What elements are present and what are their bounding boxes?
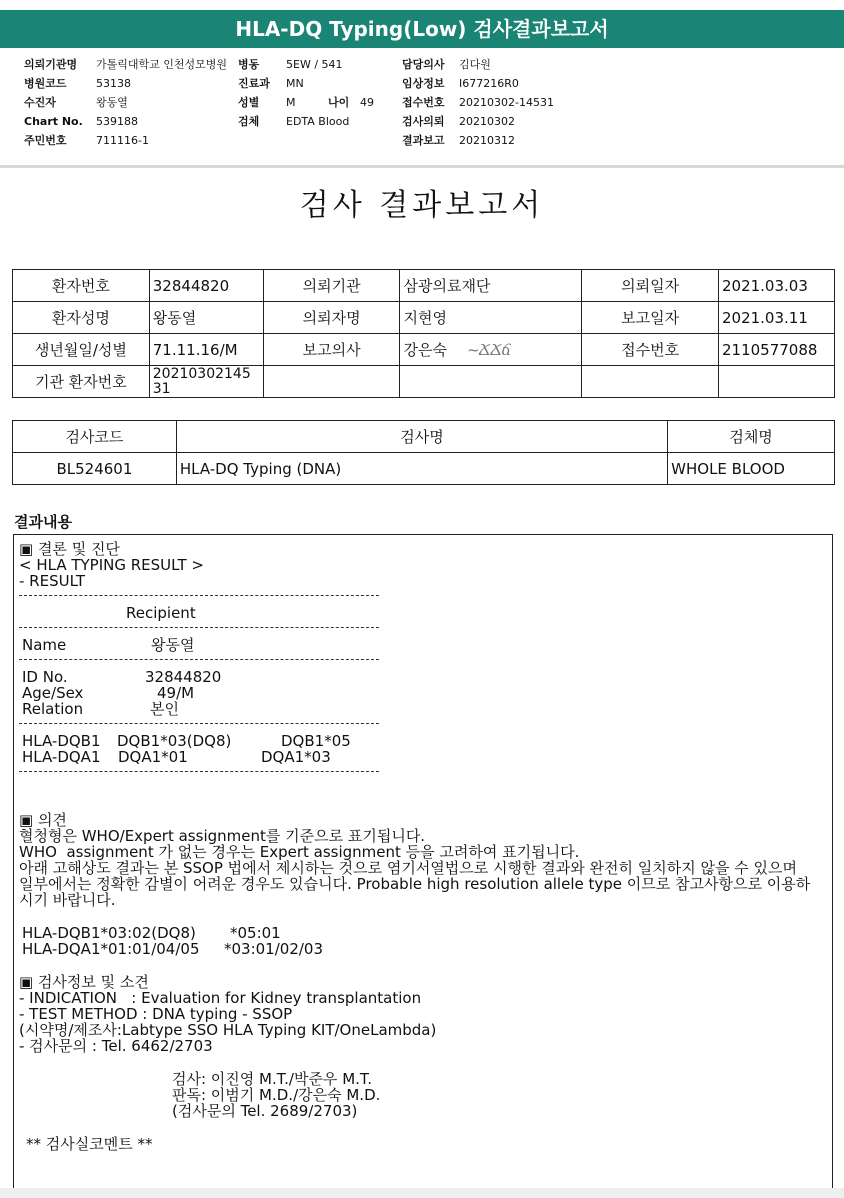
meta-label: 주민번호: [24, 134, 67, 147]
opinion-title: ▣ 의견: [19, 811, 67, 829]
meta-value: 53138: [96, 77, 131, 90]
sign-line: 검사: 이진영 M.T./박준우 M.T.: [172, 1070, 373, 1088]
info-title: ▣ 검사정보 및 소견: [19, 973, 149, 991]
meta-label: 검사의뢰: [402, 115, 445, 128]
table-cell: [718, 366, 834, 398]
meta-label: 진료과: [238, 77, 270, 90]
table-cell: 삼광의료재단: [400, 270, 582, 302]
table-cell: BL524601: [13, 453, 177, 485]
relation-value: 본인: [150, 700, 179, 718]
table-header-cell: 의뢰기관: [263, 270, 400, 302]
result-content-box: [13, 534, 833, 1198]
meta-label: 나이: [328, 96, 350, 109]
table-header-cell: 의뢰일자: [582, 270, 719, 302]
opinion-line: 아래 고해상도 결과는 본 SSOP 법에서 제시하는 것으로 염기서열법으로 시행한 결과와 완전히 일치하지 않을 수 있으며: [19, 859, 797, 877]
hr-dqb1: HLA-DQB1*03:02(DQ8): [22, 924, 196, 942]
table-header-cell: 검사명: [176, 421, 667, 453]
table-cell: [582, 366, 719, 398]
meta-label: 접수번호: [402, 96, 445, 109]
test-info-table: [12, 420, 835, 485]
table-header-cell: 환자번호: [13, 270, 150, 302]
meta-value: EDTA Blood: [286, 115, 350, 128]
name-value: 왕동열: [151, 636, 195, 654]
info-line: - 검사문의 : Tel. 6462/2703: [19, 1037, 213, 1055]
result-label: - RESULT: [19, 572, 86, 590]
table-cell: [400, 334, 582, 366]
hr-dqa1: HLA-DQA1*01:01/04/05: [22, 940, 200, 958]
conclusion-title: ▣ 결론 및 진단: [19, 540, 120, 558]
meta-value: 49: [360, 96, 374, 109]
report-title: HLA-DQ Typing(Low) 검사결과보고서: [235, 17, 609, 41]
info-line: - INDICATION : Evaluation for Kidney transplantation: [19, 989, 422, 1007]
hr-dqa1-allele-2: *03:01/02/03: [224, 940, 324, 958]
meta-value: 5EW / 541: [286, 58, 343, 71]
report-title-bar: [0, 10, 844, 48]
opinion-line: 시기 바랍니다.: [19, 891, 116, 909]
inst-patient-no-line2: 31: [152, 380, 171, 397]
meta-label: Chart No.: [24, 115, 83, 128]
info-line: (시약명/제조사:Labtype SSO HLA Typing KIT/OneLambda): [19, 1021, 437, 1039]
meta-value: 20210302-14531: [459, 96, 554, 109]
report-doctor-name: 강은숙: [403, 341, 447, 359]
meta-value: 가톨릭대학교 인천성모병원: [96, 58, 228, 71]
table-cell: [400, 366, 582, 398]
table-cell: [149, 366, 263, 398]
relation-label: Relation: [22, 700, 84, 718]
name-label: Name: [22, 636, 67, 654]
table-cell: 2110577088: [718, 334, 834, 366]
meta-label: 병동: [238, 58, 260, 71]
table-cell: 2021.03.11: [718, 302, 834, 334]
meta-value: I677216R0: [459, 77, 519, 90]
age-value: 49/M: [157, 684, 195, 702]
dashed-divider: [19, 627, 379, 628]
table-header-cell: 검체명: [668, 421, 835, 453]
dqb1-locus: HLA-DQB1: [22, 732, 101, 750]
table-header-cell: 보고일자: [582, 302, 719, 334]
dashed-divider: [19, 723, 379, 724]
meta-label: 임상정보: [402, 77, 445, 90]
document-title: 검사 결과보고서: [299, 188, 545, 223]
table-cell: 2021.03.03: [718, 270, 834, 302]
meta-value: MN: [286, 77, 304, 90]
id-value: 32844820: [145, 668, 222, 686]
opinion-line: 일부에서는 정확한 감별이 어려운 경우도 있습니다. Probable high resolution allele type 이므로 참고사항으로 이용하: [19, 875, 811, 893]
table-cell: 71.11.16/M: [149, 334, 263, 366]
table-row: [13, 302, 835, 334]
recipient-label: Recipient: [126, 604, 196, 622]
table-header-cell: 생년월일/성별: [13, 334, 150, 366]
sign-line: (검사문의 Tel. 2689/2703): [172, 1102, 358, 1120]
meta-label: 검체: [238, 115, 260, 128]
header-divider: [0, 165, 844, 168]
dqb1-allele-1: DQB1*03(DQ8): [117, 732, 232, 750]
table-header-cell: 기관 환자번호: [13, 366, 150, 398]
meta-col-1: [24, 55, 227, 150]
table-header-cell: 접수번호: [582, 334, 719, 366]
hr-dqb1-allele-2: *05:01: [230, 924, 281, 942]
table-row: [13, 334, 835, 366]
dashed-divider: [19, 771, 379, 772]
table-header-cell: 검사코드: [13, 421, 177, 453]
typing-title: < HLA TYPING RESULT >: [19, 556, 204, 574]
meta-value: M: [286, 96, 296, 109]
meta-value: 539188: [96, 115, 138, 128]
result-heading: 결과내용: [14, 513, 72, 531]
dqb1-allele-2: DQB1*05: [281, 732, 351, 750]
id-label: ID No.: [22, 668, 68, 686]
sign-line: 판독: 이범기 M.D./강은숙 M.D.: [172, 1086, 381, 1104]
meta-label: 의뢰기관명: [24, 58, 78, 71]
table-header-row: [13, 421, 835, 453]
meta-col-3: [402, 55, 554, 150]
table-header-cell: 환자성명: [13, 302, 150, 334]
table-header-cell: 의뢰자명: [263, 302, 400, 334]
meta-value: 20210312: [459, 134, 515, 147]
table-cell: WHOLE BLOOD: [668, 453, 835, 485]
table-header-cell: 보고의사: [263, 334, 400, 366]
table-row: [13, 270, 835, 302]
dqa1-locus: HLA-DQA1: [22, 748, 101, 766]
meta-value: 왕동열: [96, 96, 128, 109]
table-cell: HLA-DQ Typing (DNA): [176, 453, 667, 485]
page-bottom-band: [0, 1188, 844, 1198]
meta-value: 20210302: [459, 115, 515, 128]
meta-label: 수진자: [24, 96, 56, 109]
meta-value: 711116-1: [96, 134, 149, 147]
lab-comment: ** 검사실코멘트 **: [26, 1135, 153, 1153]
opinion-line: 혈청형은 WHO/Expert assignment를 기준으로 표기됩니다.: [19, 827, 426, 845]
meta-label: 담당의사: [402, 58, 445, 71]
meta-label: 성별: [238, 96, 260, 109]
table-cell: 32844820: [149, 270, 263, 302]
dqa1-allele-1: DQA1*01: [118, 748, 188, 766]
table-cell: [263, 366, 400, 398]
table-row: [13, 453, 835, 485]
age-label: Age/Sex: [22, 684, 84, 702]
meta-col-2: [238, 55, 374, 131]
meta-label: 병원코드: [24, 77, 67, 90]
dqa1-allele-2: DQA1*03: [261, 748, 331, 766]
meta-value: 김다원: [459, 58, 491, 71]
info-line: - TEST METHOD : DNA typing - SSOP: [19, 1005, 293, 1023]
table-cell: 왕동열: [149, 302, 263, 334]
signature-image: ~ՃՃճ: [466, 341, 511, 359]
dashed-divider: [19, 595, 379, 596]
opinion-line: WHO assignment 가 없는 경우는 Expert assignment 등을 고려하여 표기됩니다.: [19, 843, 580, 861]
table-row: [13, 366, 835, 398]
table-cell: 지현영: [400, 302, 582, 334]
meta-label: 결과보고: [402, 134, 445, 147]
inst-patient-no-line1: 20210302145: [152, 365, 251, 382]
dashed-divider: [19, 659, 379, 660]
patient-info-table: [12, 269, 835, 398]
